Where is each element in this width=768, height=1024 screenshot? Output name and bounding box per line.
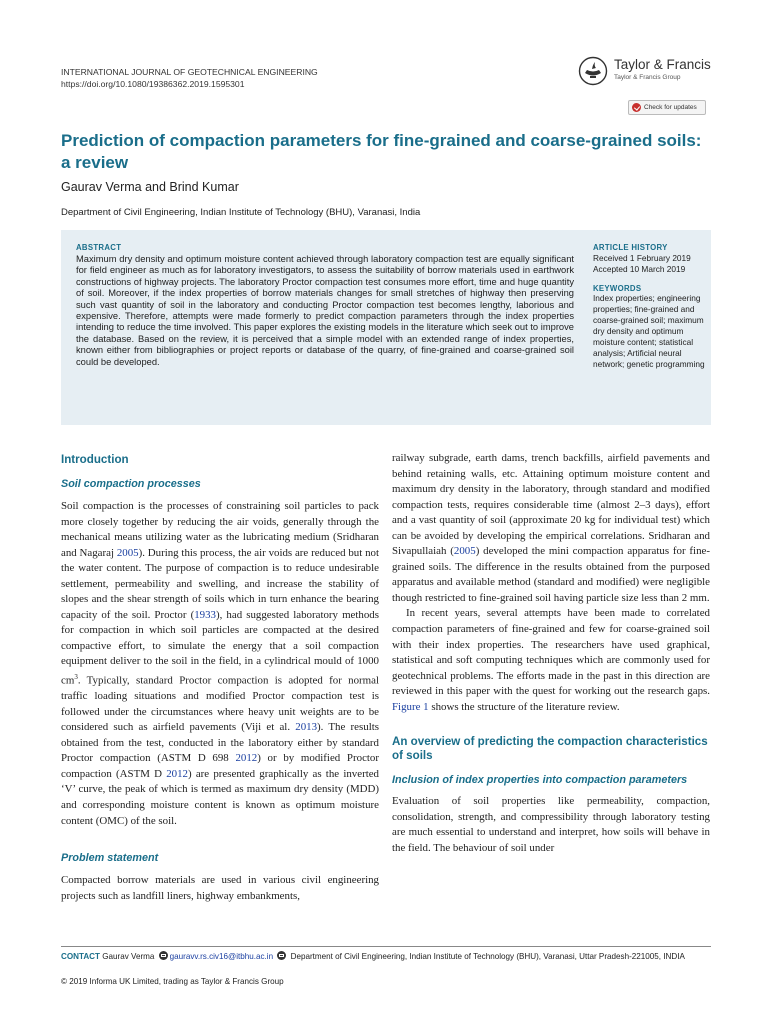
paragraph-soil-compaction: Soil compaction is the processes of constraining soil particles to pack more closely together by reducing the air voids, generally through the mechanical means utilizing water as the lubricating medium (Sridharan and Nagaraj 2005). During this process, the air voids are reduced but not the water content. The purpose of compaction is to reduce undesirable settlement, permeability and swelling, and increase the stability of slopes and the shear strength of soils which in turn enhance the bearing capacity of the soil. Proctor (1933), had suggested laboratory methods for compaction in which soil particles are compacted at the desired compactive effort, to simulate the energy that a soil compaction equipment deliver to the soil in the field, in a cylindrical mould of 1000 $cm^3$. Typically, standard Proctor compaction is adopted for normal traffic loading situations and modified Proctor compaction test is followed under the circumstances where heavy unit weights are to be considered such as airfield pavements (Viji et al. 2013). The results obtained from the test, conducted in the laboratory either by standard Proctor compaction (ASTM D 698 2012) or by modified Proctor compaction (ASTM D 2012) are presented graphically as the inverted ‘V’ curve, the peak of which is termed as maximum dry density (MDD) and corresponding moisture content is known as optimum moisture content (OMC) of the soil. xyxy=(61,500,379,827)
abstract xyxy=(76,243,574,368)
contact-address: Department of Civil Engineering, Indian Institute of Technology (BHU), Varanasi, Uttar Pradesh-221005, INDIA xyxy=(288,952,685,961)
article-history-heading: ARTICLE HISTORY xyxy=(593,243,668,252)
citation-link[interactable]: 1933 xyxy=(194,608,216,621)
affiliation: Department of Civil Engineering, Indian Institute of Technology (BHU), Varanasi, India xyxy=(61,207,421,218)
paragraph-inclusion: Evaluation of soil properties like permeability, compaction, consolidation, strength, and compressibility through laboratory testing are much essential to understand and interpret, how soils will behave in the field. The behaviour of soil under xyxy=(392,795,710,854)
keywords-heading: KEYWORDS xyxy=(593,284,642,293)
paragraph-recent-attempts: In recent years, several attempts have been made to correlated compaction parameters of fine-grained and few for coarse-grained soil with their index properties. The researchers have used graphical, statistical and soft computing techniques which are commonly used for geotechnical problems. The efforts made in the past in this direction are reviewed in this paper with the quest for working out the research gaps. Figure 1 shows the structure of the literature review. xyxy=(392,607,710,713)
abstract-heading: ABSTRACT xyxy=(76,243,122,252)
footer-divider xyxy=(61,946,711,947)
subsection-heading-soil-compaction: Soil compaction processes xyxy=(61,478,201,490)
section-heading-overview: An overview of predicting the compaction characteristics of soils xyxy=(392,735,708,763)
check-updates-label: Check for updates xyxy=(644,104,697,111)
journal-name: INTERNATIONAL JOURNAL OF GEOTECHNICAL ENGINEERING xyxy=(61,67,318,77)
contact-label: CONTACT xyxy=(61,952,100,961)
contact-line xyxy=(61,951,711,962)
received-date: Received 1 February 2019 xyxy=(593,253,691,263)
abstract-text: Maximum dry density and optimum moisture content achieved through laboratory compaction test are equally significant for field engineer as much as for laboratory investigators, to assess the suitability of borrow materials used in earthwork constructions of highway projects. The laboratory Proctor compaction test consumes more effort, time and huge quantity of soil. Moreover, if the index properties of borrow materials changes for small stretches of highway then preserving such vast quantity of soil in the laboratory and conducting Proctor compaction test becomes lengthy, laborious and expensive. Therefore, attempts were made formerly to predict compaction parameters through the index properties intending to reduce the time involved. This paper explores the existing models in the literature which seek out to improve the database. Based on the review, it is perceived that a simple model with an extended range of index properties, known either from bibliographies or project reports or database of the quarry, of fine-grained and coarse-grained soil could be developed. xyxy=(76,254,574,367)
taylor-francis-lamp-icon xyxy=(578,56,608,86)
body-column-right xyxy=(392,451,710,856)
publisher-group: Taylor & Francis Group xyxy=(614,74,681,81)
subsection-heading-inclusion: Inclusion of index properties into compaction parameters xyxy=(392,774,688,787)
accepted-date: Accepted 10 March 2019 xyxy=(593,264,686,274)
copyright: © 2019 Informa UK Limited, trading as Taylor & Francis Group xyxy=(61,977,284,986)
article-title: Prediction of compaction parameters for fine-grained and coarse-grained soils: a review xyxy=(61,131,702,172)
keywords-text: Index properties; engineering properties; fine-grained and coarse-grained soil; maximum dry density and optimum moisture content; statistical analysis; Artificial neural network; genetic programming xyxy=(593,293,705,369)
email-icon xyxy=(159,951,168,960)
subsection-heading-problem-statement: Problem statement xyxy=(61,852,159,865)
article-sidebar xyxy=(593,243,709,370)
publisher-logo xyxy=(578,54,718,88)
paragraph-problem-continued: railway subgrade, earth dams, trench backfills, airfield pavements and behind retaining walls, etc. Attaining optimum moisture content and maximum dry density in the laboratory, through standard and modified compaction tests, requires considerable time (almost 2–3 days), effort and a vast quantity of soil (approximate 20 kg for individual test) which can be avoided by developing the empirical correlations. Sridharan and Sivapullaiah (2005) developed the mini compaction apparatus for fine-grained soils. The difference in the results obtained from the purposed apparatus and available method (standard and modified) were negligible though restricted to fine-grained soil having particle size less than 2 mm. xyxy=(392,452,710,604)
citation-link[interactable]: 2005 xyxy=(453,545,476,558)
citation-link[interactable]: 2012 xyxy=(235,752,258,765)
check-for-updates-button[interactable] xyxy=(628,100,706,115)
figure-link[interactable]: Figure 1 xyxy=(392,700,429,713)
citation-link[interactable]: 2012 xyxy=(166,767,188,780)
paragraph-problem-statement: Compacted borrow materials are used in various civil engineering projects such as landfill liners, highway embankments, xyxy=(61,874,379,902)
publisher-name: Taylor & Francis xyxy=(614,57,711,72)
contact-name: Gaurav Verma xyxy=(99,952,157,961)
authors: Gaurav Verma and Brind Kumar xyxy=(61,180,239,194)
citation-link[interactable]: 2005 xyxy=(116,546,139,559)
address-icon xyxy=(277,951,286,960)
journal-header xyxy=(61,66,318,90)
check-updates-icon xyxy=(632,103,641,112)
section-heading-introduction: Introduction xyxy=(61,453,129,466)
body-column-left xyxy=(61,451,379,904)
contact-email-link[interactable]: gauravv.rs.civ16@itbhu.ac.in xyxy=(169,952,274,961)
citation-link[interactable]: 2013 xyxy=(295,721,318,734)
doi-link[interactable]: https://doi.org/10.1080/19386362.2019.1595301 xyxy=(61,79,245,89)
abstract-box xyxy=(61,230,711,425)
